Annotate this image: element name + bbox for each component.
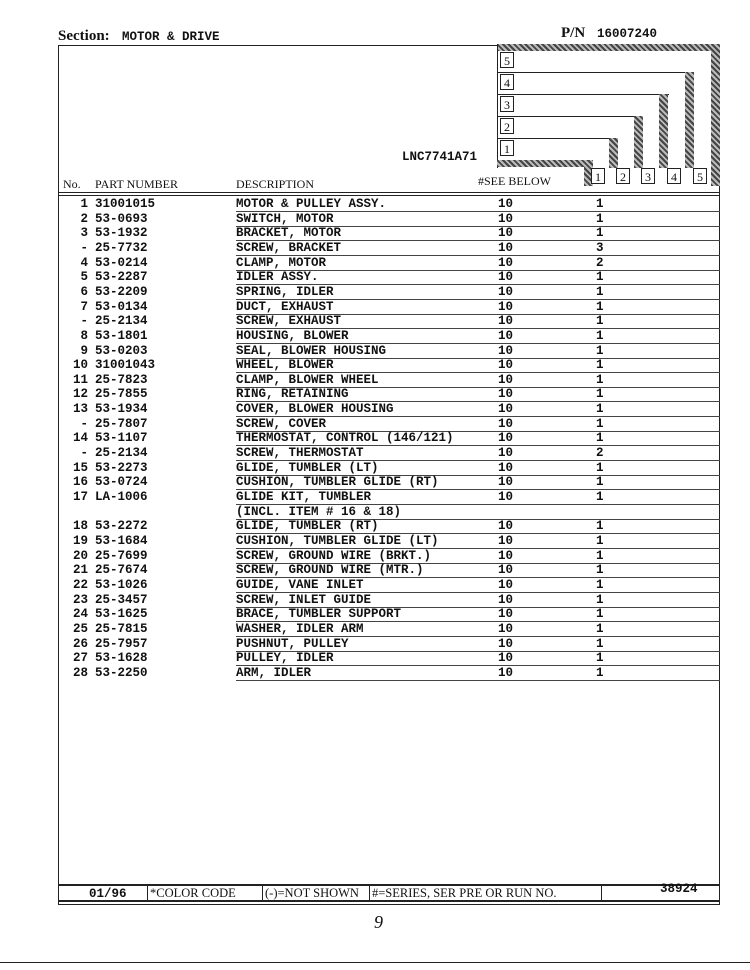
table-row <box>0 549 750 564</box>
see-below: 10 <box>498 636 514 651</box>
table-row <box>0 226 750 241</box>
table-row <box>0 358 750 373</box>
table-row <box>0 329 750 344</box>
see-below: 10 <box>498 226 514 241</box>
see-below: 10 <box>498 328 514 343</box>
part-number: 53-2272 <box>95 519 148 534</box>
part-number: 25-7823 <box>95 372 148 387</box>
part-number: 53-1684 <box>95 533 148 548</box>
row-number: 16 <box>72 475 88 490</box>
series-diagram <box>0 0 750 200</box>
table-row <box>0 490 750 505</box>
description: CLAMP, BLOWER WHEEL <box>236 372 379 387</box>
table-row <box>0 314 750 329</box>
row-number: - <box>80 314 88 329</box>
quantity: 1 <box>596 519 604 534</box>
col-header-no: No. <box>63 177 81 191</box>
table-row <box>0 256 750 271</box>
description: BRACE, TUMBLER SUPPORT <box>236 607 402 622</box>
row-number: 20 <box>72 548 88 563</box>
table-row <box>0 344 750 359</box>
quantity: 1 <box>596 372 604 387</box>
section-name: MOTOR & DRIVE <box>122 30 220 44</box>
see-below: 10 <box>498 358 514 373</box>
description: CLAMP, MOTOR <box>236 255 327 270</box>
column-box-5: 5 <box>693 168 707 184</box>
table-row <box>0 285 750 300</box>
see-below: 10 <box>498 621 514 636</box>
diagram-code: LNC7741A71 <box>402 150 478 164</box>
footer-color-code: *COLOR CODE <box>150 886 236 900</box>
part-number: 25-7699 <box>95 548 148 563</box>
table-row <box>0 197 750 212</box>
table-row <box>0 519 750 534</box>
quantity: 1 <box>596 284 604 299</box>
see-below: 10 <box>498 402 514 417</box>
description: CUSHION, TUMBLER GLIDE (LT) <box>236 533 439 548</box>
part-number: 31001015 <box>95 197 156 211</box>
row-number: - <box>80 416 88 431</box>
table-row <box>0 300 750 315</box>
quantity: 1 <box>596 343 604 358</box>
description: GLIDE KIT, TUMBLER <box>236 490 372 504</box>
see-below: 10 <box>498 416 514 431</box>
quantity: 1 <box>596 387 604 402</box>
table-row <box>0 651 750 666</box>
see-below: 10 <box>498 299 514 314</box>
quantity: 1 <box>596 270 604 285</box>
quantity: 1 <box>596 651 604 666</box>
row-number: 18 <box>72 519 88 534</box>
row-number: 4 <box>80 255 88 270</box>
series-box-2: 2 <box>500 118 514 134</box>
column-box-3: 3 <box>641 168 655 184</box>
table-row <box>0 431 750 446</box>
see-below: 10 <box>498 270 514 285</box>
description: PUSHNUT, PULLEY <box>236 636 349 651</box>
see-below: 10 <box>498 314 514 329</box>
description: HOUSING, BLOWER <box>236 328 349 343</box>
table-row <box>0 534 750 549</box>
description: SCREW, GROUND WIRE (MTR.) <box>236 563 424 578</box>
section-label: Section: <box>58 28 110 44</box>
part-number: 25-2134 <box>95 446 148 461</box>
row-number: 11 <box>72 372 88 387</box>
quantity: 1 <box>596 621 604 636</box>
footer-not-shown: (-)=NOT SHOWN <box>265 886 359 900</box>
row-number: 2 <box>80 211 88 226</box>
part-number: 53-2250 <box>95 665 148 680</box>
row-number: 10 <box>72 358 88 373</box>
row-number: 24 <box>72 607 88 622</box>
see-below: 10 <box>498 446 514 461</box>
quantity: 1 <box>596 577 604 592</box>
row-number: 13 <box>72 402 88 417</box>
quantity: 1 <box>596 416 604 431</box>
table-row <box>0 637 750 652</box>
col-header-see: #SEE BELOW <box>478 174 551 188</box>
series-box-3: 3 <box>500 96 514 112</box>
table-row <box>0 666 750 681</box>
see-below: 10 <box>498 372 514 387</box>
description: SCREW, INLET GUIDE <box>236 592 372 607</box>
description: SWITCH, MOTOR <box>236 211 334 226</box>
col-header-desc: DESCRIPTION <box>236 177 315 191</box>
part-number: 25-7674 <box>95 563 148 578</box>
quantity: 1 <box>596 211 604 226</box>
see-below: 10 <box>498 665 514 680</box>
see-below: 10 <box>498 460 514 475</box>
see-below: 10 <box>498 284 514 299</box>
table-row <box>0 446 750 461</box>
description: GLIDE, TUMBLER (RT) <box>236 519 379 534</box>
see-below: 10 <box>498 490 514 504</box>
row-number: - <box>80 240 88 255</box>
see-below: 10 <box>498 651 514 666</box>
row-number: 6 <box>80 284 88 299</box>
quantity: 1 <box>596 548 604 563</box>
part-number: 25-7807 <box>95 416 148 431</box>
description: BRACKET, MOTOR <box>236 226 342 241</box>
part-number: 53-2287 <box>95 270 148 285</box>
see-below: 10 <box>498 577 514 592</box>
description: THERMOSTAT, CONTROL (146/121) <box>236 431 454 446</box>
description: SCREW, THERMOSTAT <box>236 446 364 461</box>
part-number: 25-2134 <box>95 314 148 329</box>
part-number: 25-7815 <box>95 621 148 636</box>
footer-doc-no: 38924 <box>660 882 698 896</box>
see-below: 10 <box>498 343 514 358</box>
table-row <box>0 475 750 490</box>
part-number: 25-7855 <box>95 387 148 402</box>
part-number: 53-1932 <box>95 226 148 241</box>
series-box-1: 1 <box>500 140 514 156</box>
column-box-4: 4 <box>667 168 681 184</box>
part-number: 25-7732 <box>95 240 148 255</box>
part-number: 53-1934 <box>95 402 148 417</box>
part-number: 53-0134 <box>95 299 148 314</box>
quantity: 1 <box>596 402 604 417</box>
table-row <box>0 241 750 256</box>
quantity: 2 <box>596 446 604 461</box>
see-below: 10 <box>498 519 514 534</box>
part-number: 25-7957 <box>95 636 148 651</box>
column-box-1: 1 <box>591 168 605 184</box>
part-number: 53-0203 <box>95 343 148 358</box>
see-below: 10 <box>498 533 514 548</box>
description: WHEEL, BLOWER <box>236 358 334 373</box>
part-number: 25-3457 <box>95 592 148 607</box>
row-number: 7 <box>80 299 88 314</box>
description: GUIDE, VANE INLET <box>236 577 364 592</box>
row-number: 28 <box>72 665 88 680</box>
description: SEAL, BLOWER HOUSING <box>236 343 387 358</box>
description: DUCT, EXHAUST <box>236 299 334 314</box>
table-row <box>0 505 750 520</box>
part-number: 53-1801 <box>95 328 148 343</box>
row-number: 19 <box>72 533 88 548</box>
see-below: 10 <box>498 592 514 607</box>
part-number: 53-2209 <box>95 284 148 299</box>
quantity: 3 <box>596 240 604 255</box>
part-number: 53-0693 <box>95 211 148 226</box>
description: WASHER, IDLER ARM <box>236 621 364 636</box>
see-below: 10 <box>498 240 514 255</box>
quantity: 1 <box>596 431 604 446</box>
description: GLIDE, TUMBLER (LT) <box>236 460 379 475</box>
see-below: 10 <box>498 548 514 563</box>
row-number: 8 <box>80 328 88 343</box>
quantity: 1 <box>596 358 604 373</box>
quantity: 1 <box>596 314 604 329</box>
table-row <box>0 563 750 578</box>
quantity: 1 <box>596 592 604 607</box>
table-row <box>0 270 750 285</box>
row-number: 14 <box>72 431 88 446</box>
row-number: 3 <box>80 226 88 241</box>
table-row <box>0 578 750 593</box>
description: MOTOR & PULLEY ASSY. <box>236 197 387 211</box>
table-row <box>0 212 750 227</box>
quantity: 1 <box>596 533 604 548</box>
quantity: 1 <box>596 490 604 504</box>
part-number: 53-0724 <box>95 475 148 490</box>
pn-value: 16007240 <box>597 27 658 41</box>
see-below: 10 <box>498 563 514 578</box>
table-row <box>0 607 750 622</box>
quantity: 1 <box>596 607 604 622</box>
quantity: 1 <box>596 328 604 343</box>
see-below: 10 <box>498 387 514 402</box>
see-below: 10 <box>498 211 514 226</box>
diagram-top-bar <box>497 44 720 51</box>
row-number: 9 <box>80 343 88 358</box>
row-number: 22 <box>72 577 88 592</box>
page-mark: 9 <box>374 912 383 932</box>
quantity: 1 <box>596 636 604 651</box>
quantity: 1 <box>596 197 604 211</box>
row-number: 26 <box>72 636 88 651</box>
part-number: 53-2273 <box>95 460 148 475</box>
description: IDLER ASSY. <box>236 270 319 285</box>
description: SCREW, EXHAUST <box>236 314 342 329</box>
quantity: 1 <box>596 460 604 475</box>
row-number: 15 <box>72 460 88 475</box>
row-number: 25 <box>72 621 88 636</box>
table-row <box>0 417 750 432</box>
description: SCREW, BRACKET <box>236 240 342 255</box>
description: COVER, BLOWER HOUSING <box>236 402 394 417</box>
part-number: 53-0214 <box>95 255 148 270</box>
row-number: 23 <box>72 592 88 607</box>
pn-label: P/N <box>561 25 586 41</box>
table-row <box>0 593 750 608</box>
see-below: 10 <box>498 197 514 211</box>
quantity: 1 <box>596 665 604 680</box>
part-number: 53-1628 <box>95 651 148 666</box>
part-number: LA-1006 <box>95 490 148 504</box>
see-below: 10 <box>498 475 514 490</box>
row-number: 5 <box>80 270 88 285</box>
quantity: 2 <box>596 255 604 270</box>
series-box-5: 5 <box>500 52 514 68</box>
quantity: 1 <box>596 475 604 490</box>
part-number: 53-1026 <box>95 577 148 592</box>
table-row <box>0 387 750 402</box>
see-below: 10 <box>498 255 514 270</box>
row-number: 27 <box>72 651 88 666</box>
quantity: 1 <box>596 299 604 314</box>
description: CUSHION, TUMBLER GLIDE (RT) <box>236 475 439 490</box>
row-number: - <box>80 446 88 461</box>
table-row <box>0 373 750 388</box>
see-below: 10 <box>498 607 514 622</box>
description: SCREW, COVER <box>236 416 327 431</box>
quantity: 1 <box>596 563 604 578</box>
col-header-part: PART NUMBER <box>95 177 178 191</box>
table-row <box>0 622 750 637</box>
row-number: 1 <box>80 197 88 211</box>
description: SCREW, GROUND WIRE (BRKT.) <box>236 548 432 563</box>
diagram-right-bar <box>711 44 720 186</box>
column-box-2: 2 <box>616 168 630 184</box>
part-number: 53-1107 <box>95 431 148 446</box>
footer-series-note: #=SERIES, SER PRE OR RUN NO. <box>372 886 557 900</box>
part-number: 31001043 <box>95 358 156 373</box>
description: SPRING, IDLER <box>236 284 334 299</box>
part-number: 53-1625 <box>95 607 148 622</box>
description: ARM, IDLER <box>236 665 312 680</box>
see-below: 10 <box>498 431 514 446</box>
quantity: 1 <box>596 226 604 241</box>
row-number: 17 <box>72 490 88 504</box>
row-number: 12 <box>72 387 88 402</box>
row-number: 21 <box>72 563 88 578</box>
description: (INCL. ITEM # 16 & 18) <box>236 504 402 519</box>
table-row <box>0 461 750 476</box>
description: PULLEY, IDLER <box>236 651 334 666</box>
table-row <box>0 402 750 417</box>
description: RING, RETAINING <box>236 387 349 402</box>
footer-date: 01/96 <box>89 887 127 901</box>
series-box-4: 4 <box>500 74 514 90</box>
